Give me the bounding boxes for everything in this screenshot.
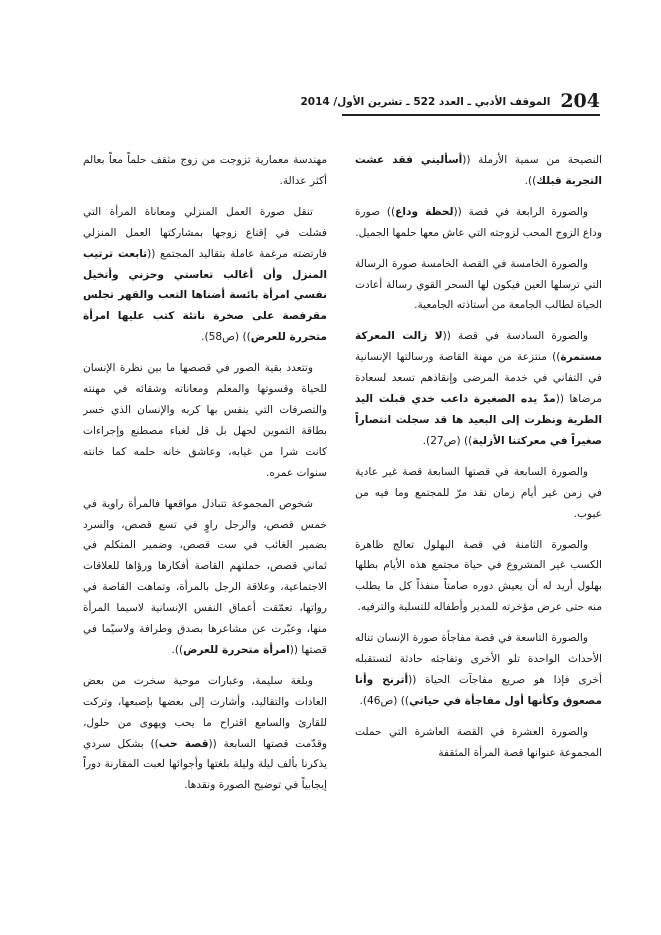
paragraph: شخوص المجموعة تتبادل مواقعها فالمرأة راوية في خمس قصص، والرجل راوٍ في تسع قصص، والسرد بضمير الغائب في ست قصص، وضمير المتكلم في ثماني قصص، حملتهم القاصة أفكارها ورؤاها للعلاقات الاجتماعية، وعلاقة الرجل بالمرأة، وتماهت القاصة في رواتها، تعمّقت أعماق النفس الإنسانية لاسيما المرأة منها، وعبّرت عن مشاعرها بصدق وطرافة ولاسيّما في قصتها ((امرأة متحررة للعرض)). [83,497,327,656]
paragraph: النصيحة من سمية الأرملة ((أسأليني فقد عشت التجربة قبلك)). [355,154,602,187]
paragraph: والصورة السادسة في قصة ((لا زالت المعركة مستمرة)) منتزعة من مهنة القاصة ورسالتها الإنسانية في التفاني في خدمة المرضى وإنقاذهم تسعد لسعادة مرضاها ((مدّ يده الصغيرة داعب خدي قبلت اليد الطرية ونظرت إلى البعيد ها قد سجلت انتصاراً صغيراً في معركتنا الأزلية)) (ص27). [355,330,602,447]
paragraph: مهندسة معمارية تزوجت من زوج مثقف حلماً معاً بعالم أكثر عدالة. [83,154,327,187]
paragraph: والصورة الثامنة في قصة البهلول تعالج ظاهرة الكسب غير المشروع في حياة مجتمع هذه الأيام بطلها بهلول أريد له أن يعيش دوره صامتاً منفذاً كل ما يطلب منه حتى عرض مؤخرته للمدير وأطفاله للتسلية والترفيه. [355,538,602,614]
page-header [300,82,600,112]
header-rule [342,114,600,116]
page-number: 204 [560,90,600,112]
paragraph: وتتعدد بقية الصور في قصصها ما بين نظرة الإنسان للحياة وقسوتها والمعلم ومعاناته وشقائه في مهنته والتصرفات التي ينفس بها كربه والإنسان الذي خسر بطاقة التموين لجهل بل قل لغباء مصطنع وإجراءات كانت شرا من غيابه، وعاشق خانه حلمه كما خانته سنوات عمره. [83,362,327,479]
paragraph: والصورة الرابعة في قصة ((لحظة وداع)) صورة وداع الزوج المحب لزوجته التي عاش معها حلمها الجميل. [355,205,602,239]
right-column [355,150,602,890]
left-column [83,150,327,840]
running-title: الموقف الأدبي ـ العدد 522 ـ تشرين الأول/ 2014 [300,96,551,108]
paragraph: والصورة التاسعة في قصة مفاجأة صورة الإنسان تناله الأحداث الواحدة تلو الأخرى وتفاجئه حادثة لتستقبله أخرى فإذا هو صريع مفاجآت الحياة ((أترنح وأنا مصعوق وكأنها أول مفاجأة في حياتي)) (ص46). [355,632,602,707]
paragraph: والصورة الخامسة في القصة الخامسة صورة الرسالة التي ترسلها العين فيكون لها السحر القوي رسالة أعادت الحياة لطالب الجامعة من أستاذته الجامعية. [355,257,602,312]
paragraph: والصورة العشرة في القصة العاشرة التي حملت المجموعة عنوانها قصة المرأة المثقفة [355,725,602,759]
paragraph: تنقل صورة العمل المنزلي ومعاناة المرأة التي فشلت في إقناع زوجها بمشاركتها العمل المنزلي فارتضته مرغمة عاملة بتقاليد المجتمع ((تابعت ترتيب المنزل وأن أغالب تعاستي وحزني وأتخيل نفسي امرأة بائسة أضناها التعب والقهر تجلس مقرفصة على صخرة ناتئة كتب عليها امرأة متحررة للعرض)) (ص58). [83,205,327,344]
paragraph: والصورة السابعة في قصتها السابعة قصة غير عادية في زمن غير أيام زمان نقد مرّ للمجتمع وما فيه من عيوب. [355,465,602,520]
paragraph: وبلغة سليمة، وعبارات موحية سخرت من بعض العادات والتقاليد، وأشارت إلى بعضها بإصبعها، وتركت للقارئ والسامع اقتراح ما يحب ويهوى من حلول، وقدّمت قصتها السابعة ((قصة حب)) بشكل سردي يذكرنا بألف ليلة وليلة بلغتها وأجوائها لعبت المقارنة دوراً إيجابياً في توضيح الصورة ونقدها. [83,674,327,792]
